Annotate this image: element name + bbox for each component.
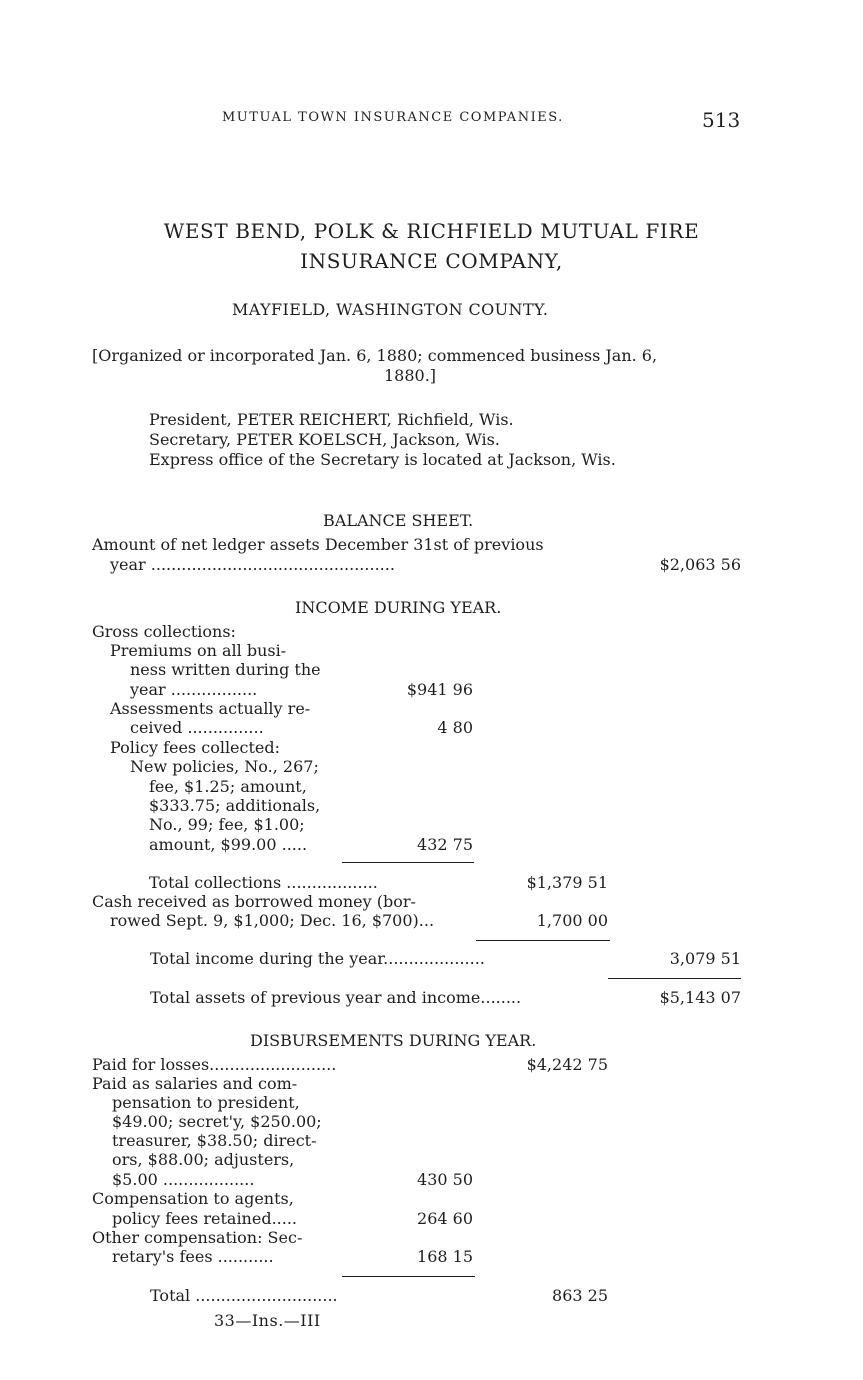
new-policies-line: $333.75; additionals,	[149, 796, 321, 815]
express-office-line: Express office of the Secretary is located at Jackson, Wis.	[149, 450, 616, 469]
disbursements-rule	[342, 1276, 475, 1277]
total-assets-label: Total assets of previous year and income........	[150, 988, 522, 1007]
company-location: MAYFIELD, WASHINGTON COUNTY.	[232, 300, 549, 319]
president-line: President, PETER REICHERT, Richfield, Wis.	[149, 410, 514, 429]
salaries-line: pensation to president,	[112, 1093, 300, 1112]
borrowed-line: rowed Sept. 9, $1,000; Dec. 16, $700)...	[110, 911, 435, 930]
policy-fees-amount: 432 75	[417, 835, 473, 854]
disbursements-total-label: Total ............................	[150, 1286, 338, 1305]
gross-collections-label: Gross collections:	[92, 622, 236, 641]
borrowed-amount: 1,700 00	[536, 911, 608, 930]
company-title-line1: WEST BEND, POLK & RICHFIELD MUTUAL FIRE	[163, 219, 700, 243]
salaries-amount: 430 50	[417, 1170, 473, 1189]
assets-rule	[608, 978, 741, 979]
total-assets-amount: $5,143 07	[659, 988, 741, 1007]
ledger-line1: Amount of net ledger assets December 31st of previous	[92, 535, 544, 554]
other-compensation-amount: 168 15	[417, 1247, 473, 1266]
agents-amount: 264 60	[417, 1209, 473, 1228]
total-collections-label: Total collections ..................	[149, 873, 378, 892]
subtotal-rule	[342, 862, 474, 863]
other-compensation-line: Other compensation: Sec-	[92, 1228, 303, 1247]
ledger-amount: $2,063 56	[659, 555, 741, 574]
signature-mark: 33—Ins.—III	[214, 1311, 321, 1330]
new-policies-line: amount, $99.00 .....	[149, 835, 308, 854]
total-income-amount: 3,079 51	[669, 949, 741, 968]
page-number: 513	[702, 108, 741, 132]
disbursements-total-amount: 863 25	[552, 1286, 608, 1305]
secretary-line: Secretary, PETER KOELSCH, Jackson, Wis.	[149, 430, 500, 449]
assessments-line: ceived ...............	[130, 718, 264, 737]
premiums-amount: $941 96	[406, 680, 473, 699]
losses-amount: $4,242 75	[526, 1055, 608, 1074]
borrowed-line: Cash received as borrowed money (bor-	[92, 892, 416, 911]
income-subtotal-rule	[476, 940, 610, 941]
total-collections-amount: $1,379 51	[526, 873, 608, 892]
balance-sheet-heading: BALANCE SHEET.	[323, 511, 474, 530]
new-policies-line: No., 99; fee, $1.00;	[149, 815, 305, 834]
premiums-line: Premiums on all busi-	[110, 641, 287, 660]
agents-line: Compensation to agents,	[92, 1189, 294, 1208]
losses-label: Paid for losses.........................	[92, 1055, 337, 1074]
salaries-line: $49.00; secret'y, $250.00;	[112, 1112, 322, 1131]
ledger-line2: year ................................................	[110, 555, 395, 574]
assessments-amount: 4 80	[437, 718, 473, 737]
salaries-line: treasurer, $38.50; direct-	[112, 1131, 317, 1150]
salaries-line: ors, $88.00; adjusters,	[112, 1150, 295, 1169]
premiums-line: year .................	[130, 680, 258, 699]
organized-line2: 1880.]	[384, 366, 437, 385]
premiums-line: ness written during the	[130, 660, 321, 679]
new-policies-line: fee, $1.25; amount,	[149, 777, 307, 796]
assessments-line: Assessments actually re-	[110, 699, 311, 718]
salaries-line: $5.00 ..................	[112, 1170, 255, 1189]
agents-line: policy fees retained.....	[112, 1209, 297, 1228]
total-income-label: Total income during the year....................	[150, 949, 485, 968]
income-heading: INCOME DURING YEAR.	[295, 598, 502, 617]
running-title: MUTUAL TOWN INSURANCE COMPANIES.	[222, 110, 564, 125]
disbursements-heading: DISBURSEMENTS DURING YEAR.	[250, 1031, 537, 1050]
organized-line1: [Organized or incorporated Jan. 6, 1880; commenced business Jan. 6,	[92, 346, 658, 365]
salaries-line: Paid as salaries and com-	[92, 1074, 298, 1093]
new-policies-line: New policies, No., 267;	[130, 757, 319, 776]
policy-fees-label: Policy fees collected:	[110, 738, 281, 757]
company-title-line2: INSURANCE COMPANY,	[300, 249, 563, 273]
other-compensation-line: retary's fees ...........	[112, 1247, 274, 1266]
